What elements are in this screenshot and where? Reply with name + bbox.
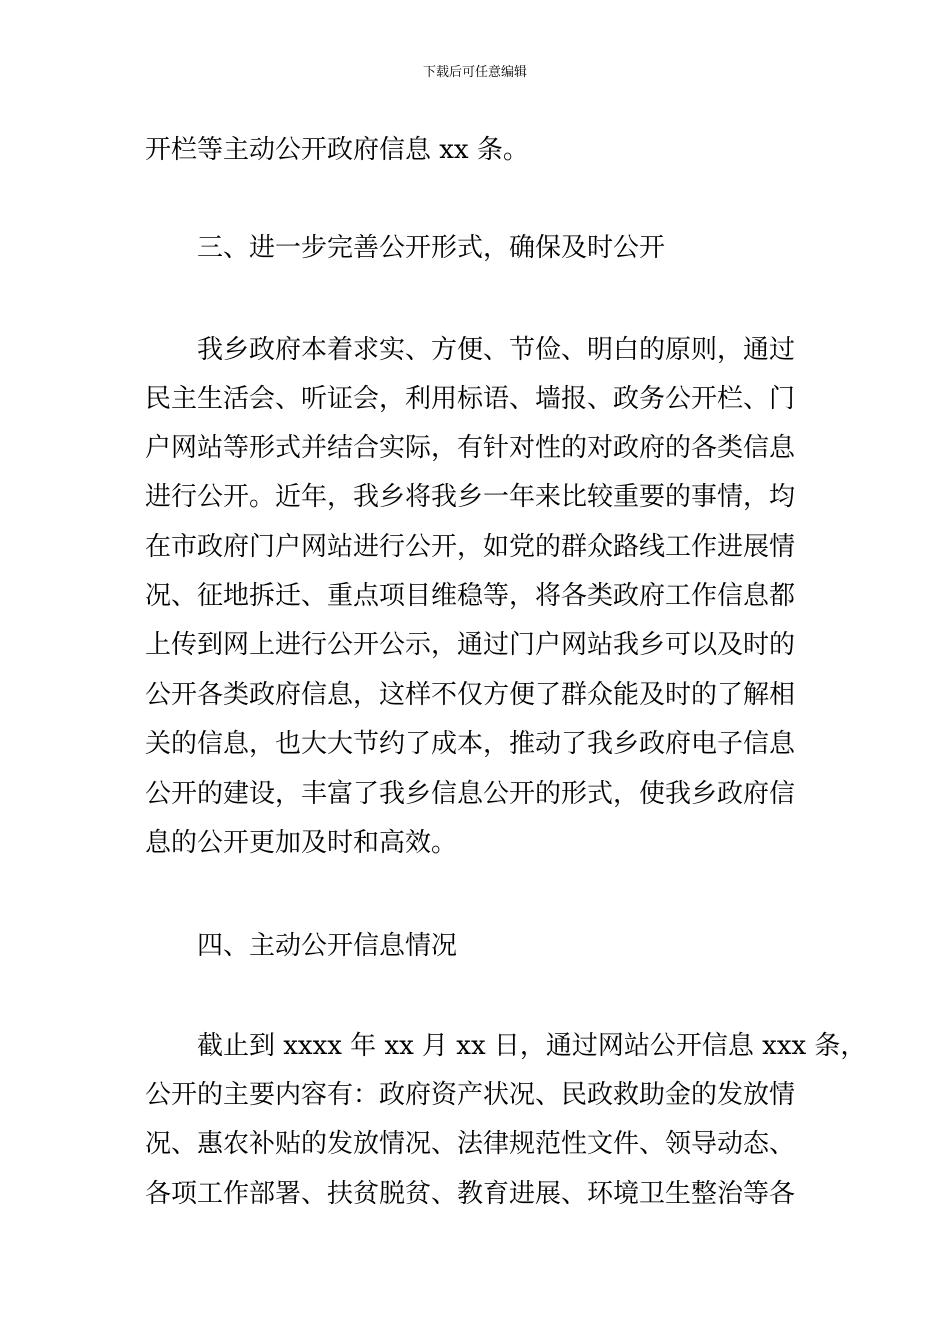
paragraph-line: 息的公开更加及时和高效。 (145, 828, 458, 858)
continuation-line: 开栏等主动公开政府信息 xx 条。 (145, 135, 529, 165)
paragraph-line: 关的信息，也大大节约了成本，推动了我乡政府电子信息 (145, 729, 796, 759)
section-heading-4: 四、主动公开信息情况 (197, 931, 458, 961)
paragraph-line: 公开各类政府信息，这样不仅方便了群众能及时的了解相 (145, 680, 796, 710)
paragraph-line: 户网站等形式并结合实际，有针对性的对政府的各类信息 (145, 433, 796, 463)
page-header: 下载后可任意编辑 (422, 65, 527, 80)
section-heading-3: 三、进一步完善公开形式，确保及时公开 (197, 233, 666, 263)
paragraph-line: 截止到 xxxx 年 xx 月 xx 日，通过网站公开信息 xxx 条， (197, 1031, 867, 1061)
paragraph-line: 上传到网上进行公开公示，通过门户网站我乡可以及时的 (145, 630, 796, 660)
paragraph-line: 民主生活会、听证会，利用标语、墙报、政务公开栏、门 (145, 384, 796, 414)
paragraph-line: 公开的建设，丰富了我乡信息公开的形式，使我乡政府信 (145, 779, 796, 809)
paragraph-line: 进行公开。近年，我乡将我乡一年来比较重要的事情，均 (145, 482, 796, 512)
paragraph-line: 在市政府门户网站进行公开，如党的群众路线工作进展情 (145, 532, 796, 562)
paragraph-line: 各项工作部署、扶贫脱贫、教育进展、环境卫生整治等各 (145, 1179, 796, 1209)
paragraph-line: 况、惠农补贴的发放情况、法律规范性文件、领导动态、 (145, 1129, 796, 1159)
paragraph-line: 我乡政府本着求实、方便、节俭、明白的原则，通过 (197, 335, 796, 365)
paragraph-line: 况、征地拆迁、重点项目维稳等，将各类政府工作信息都 (145, 581, 796, 611)
paragraph-line: 公开的主要内容有：政府资产状况、民政救助金的发放情 (145, 1080, 796, 1110)
